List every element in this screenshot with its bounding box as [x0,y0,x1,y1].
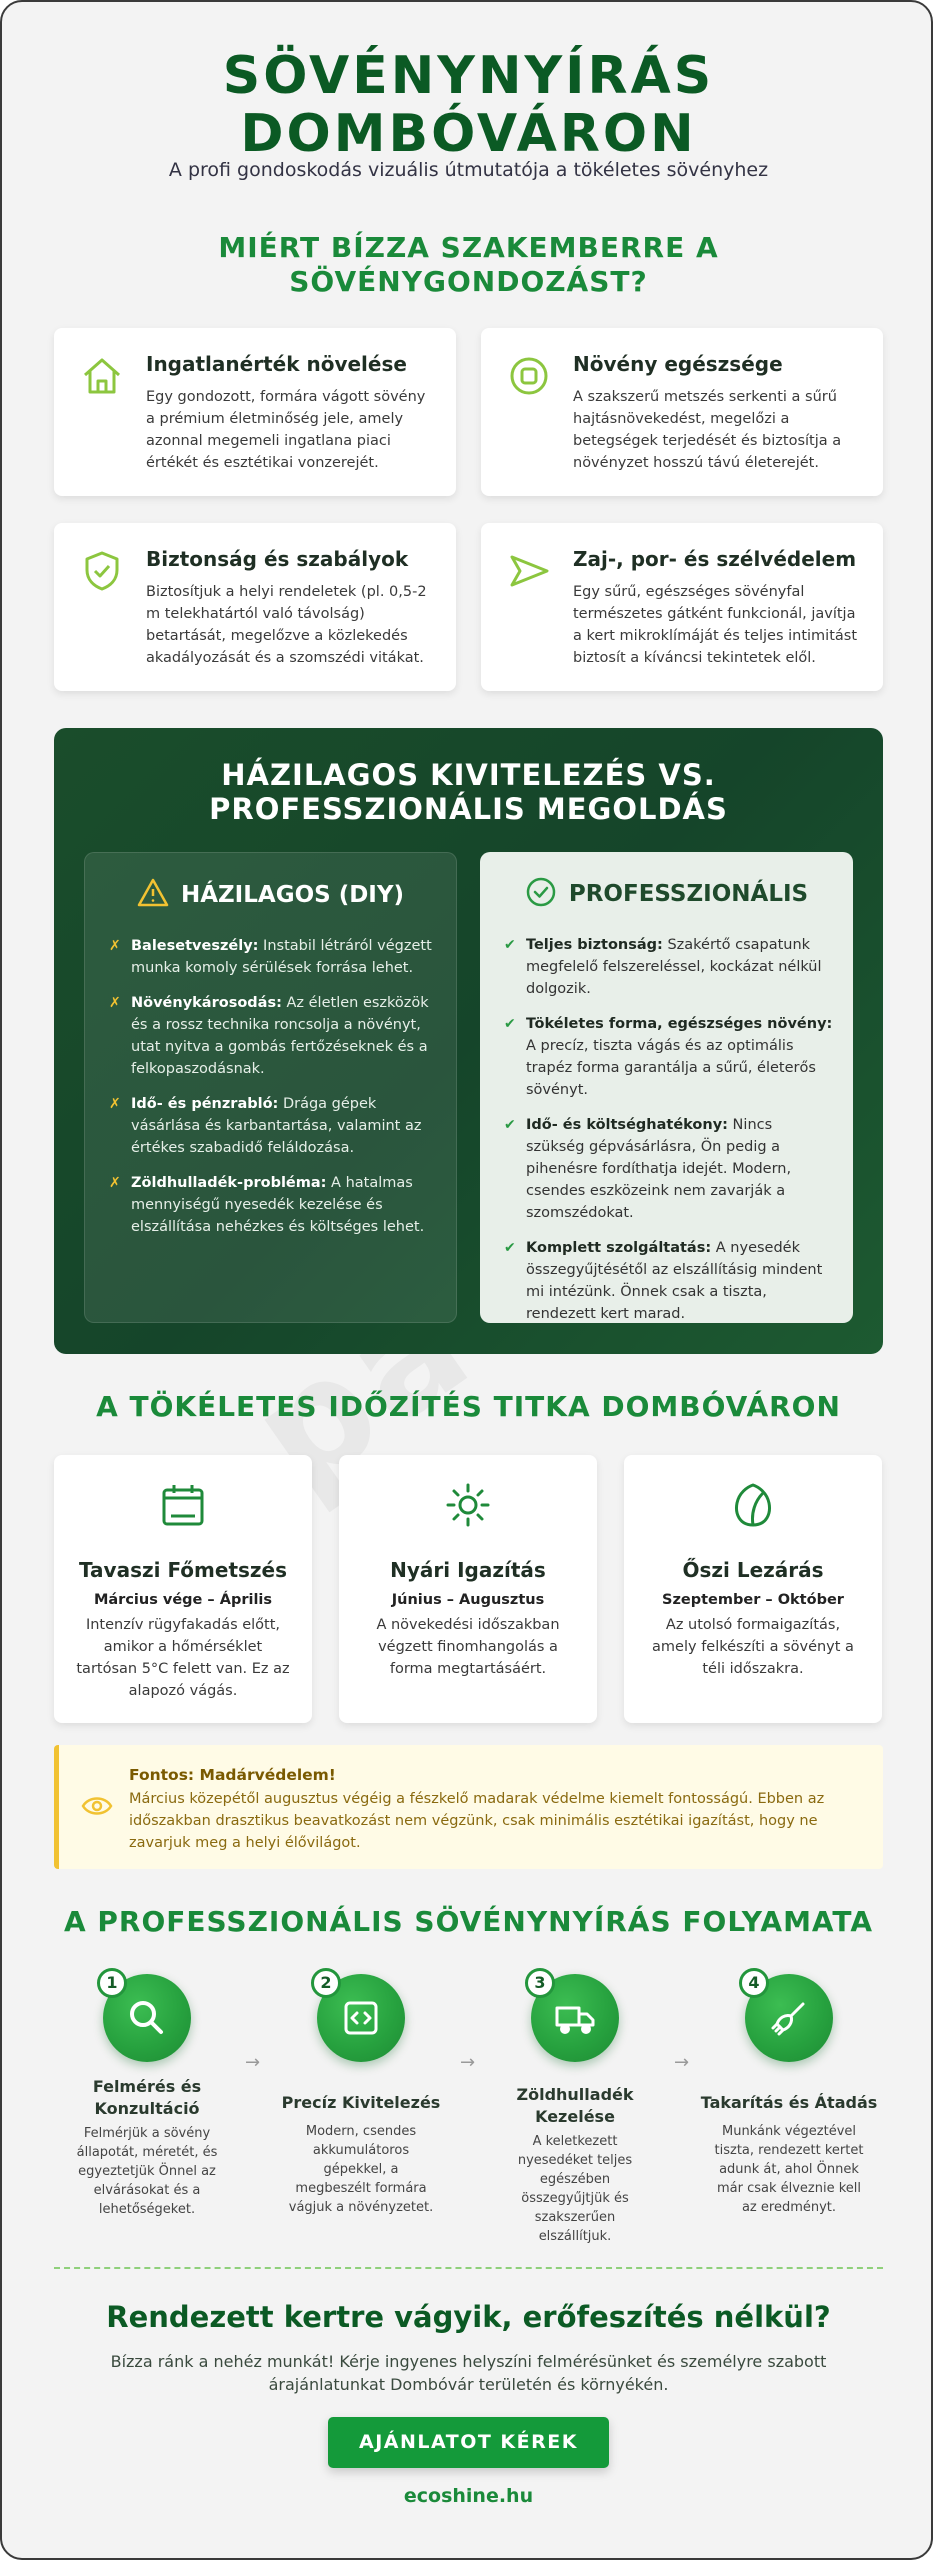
step-text: A keletkezett nyesedéket teljes egészében összegyűjtjük és szakszerűen elszállítjuk. [517,2134,633,2244]
leaf-icon [729,1481,777,1529]
step-text: Felmérjük a sövény állapotát, méretét, és egyeztetjük Önnel az elvárásokat és a lehetőségeket. [76,2126,218,2217]
calendar-icon [159,1481,207,1529]
wind-icon [507,549,551,593]
check-icon: ✔ [504,937,516,953]
truck-icon [551,1994,599,2042]
cta-text: Bízza ránk a nehéz munkát! Kérje ingyenes helyszíni felmérésünket és személyre szabott árajánlatunkat Dombóvár területén és környékén. [110,2352,827,2394]
search-icon [123,1994,171,2042]
step-text: Munkánk végeztével tiszta, rendezett kertet adunk át, ahol Önnek már csak élveznie kell az eredményt. [714,2124,864,2215]
step-number: 1 [97,1968,127,1998]
item-label: Balesetveszély: [131,938,259,954]
request-quote-button[interactable]: AJÁNLATOT KÉREK [328,2417,609,2468]
item-text: Szakértő csapatunk megfelelő felszereléssel, kockázat nélkül dolgozik. [526,937,822,997]
step-title: Takarítás és Átadás [700,2093,878,2112]
item-text: Drága gépek vásárlása és karbantartása, valamint az értékes szabadidő feláldozása. [131,1096,422,1156]
why-card-property-value [54,328,456,496]
season-text: Intenzív rügyfakadás előtt, amikor a hőmérséklet tartósan 5°C felett van. Ez az alapozó vágás. [76,1617,290,1699]
why-card-safety [54,523,456,691]
page-subtitle: A profi gondoskodás vizuális útmutatója a tökéletes sövényhez [168,159,769,181]
season-card-summer [339,1455,597,1723]
process-section-title: A PROFESSZIONÁLIS SÖVÉNYNYÍRÁS FOLYAMATA [63,1905,874,1938]
item-label: Zöldhulladék-probléma: [131,1175,327,1191]
why-card-noise-protection [481,523,883,691]
step-number: 3 [525,1968,555,1998]
season-title: Tavaszi Főmetszés [78,1558,288,1582]
cta-title: Rendezett kertre vágyik, erőfeszítés nélkül? [106,2300,831,2334]
why-card-text: A szakszerű metszés serkenti a sűrű hajtásnövekedést, megelőzi a betegségek terjedését és biztosítja a növényzet hosszú távú életerejét. [573,389,842,471]
comparison-title-line2: PROFESSZIONÁLIS MEGOLDÁS [209,792,728,826]
why-card-title: Biztonság és szabályok [146,547,409,571]
warning-icon [137,877,169,909]
timing-section-title: A TÖKÉLETES IDŐZÍTÉS TITKA DOMBÓVÁRON [96,1390,841,1423]
website-link[interactable]: ecoshine.hu [403,2485,534,2507]
why-card-title: Ingatlanérték növelése [146,352,407,376]
item-label: Teljes biztonság: [526,937,663,953]
why-title-line2: SÖVÉNYGONDOZÁST? [289,265,648,298]
comparison-title [54,758,883,826]
cross-icon: ✗ [109,995,121,1011]
season-title: Nyári Igazítás [390,1558,546,1582]
why-title-line1: MIÉRT BÍZZA SZAKEMBERRE A [218,231,719,264]
item-label: Növénykárosodás: [131,995,282,1011]
arrow-icon: → [460,2052,476,2073]
comparison-title-line1: HÁZILAGOS KIVITELEZÉS VS. [221,758,716,792]
notice-title: Fontos: Madárvédelem! [129,1766,336,1784]
check-icon: ✔ [504,1016,516,1032]
item-text: Az életlen eszközök és a rossz technika roncsolja a növényt, utat nyitva a gombás fertőzéseknek és a felkopaszodásnak. [131,995,429,1077]
item-text: A nyesedék összegyűjtésétől az elszállításig mindent mi intézünk. Önnek csak a tiszta, rendezett kert marad. [526,1240,823,1322]
item-label: Komplett szolgáltatás: [526,1240,712,1256]
list-item [504,1237,834,1325]
step-title: Precíz Kivitelezés [281,2093,441,2112]
bird-protection-notice [54,1745,883,1869]
list-item [109,992,439,1080]
why-section-title [42,231,895,299]
item-text: A precíz, tiszta vágás és az optimális trapéz forma garantálja a sűrű, életerős sövényt. [526,1038,816,1098]
page-title-line2: DOMBÓVÁRON [240,104,697,164]
season-text: Az utolsó formaigazítás, amely felkészíti a sövényt a téli időszakra. [652,1617,854,1677]
step-title: Zöldhulladék Kezelése [516,2085,634,2126]
cross-icon: ✗ [109,1096,121,1112]
step-text: Modern, csendes akkumulátoros gépekkel, a megbeszélt formára vágjuk a növényzetet. [288,2124,434,2215]
season-title: Őszi Lezárás [682,1558,824,1582]
page-title-line1: SÖVÉNYNYÍRÁS [222,46,715,106]
section-divider [54,2267,883,2269]
eye-icon [81,1792,113,1820]
house-icon [80,354,124,398]
code-icon [337,1994,385,2042]
pro-heading-label: PROFESSZIONÁLIS [568,881,809,907]
page-title [2,47,933,163]
why-card-title: Zaj-, por- és szélvédelem [573,547,857,571]
pro-heading [480,876,853,908]
list-item [504,1114,834,1224]
diy-column [84,852,457,1323]
season-date: Szeptember – Október [662,1592,844,1608]
item-label: Idő- és pénzrabló: [131,1096,279,1112]
season-card-autumn [624,1455,882,1723]
list-item [109,1093,439,1159]
why-card-text: Biztosítjuk a helyi rendeletek (pl. 0,5-2 m telekhatártól való távolság) betartását, megelőzve a közlekedés akadályozását és a szomszédi vitákat. [146,584,427,666]
list-item [504,1013,834,1101]
item-label: Idő- és költséghatékony: [526,1117,728,1133]
item-text: Instabil létráról végzett munka komoly sérülések forrása lehet. [131,938,432,976]
arrow-icon: → [245,2052,261,2073]
check-icon: ✔ [504,1117,516,1133]
cross-icon: ✗ [109,938,121,954]
broom-icon [765,1994,813,2042]
step-title: Felmérés és Konzultáció [92,2077,202,2118]
list-item [109,935,439,979]
season-card-spring [54,1455,312,1723]
check-icon: ✔ [504,1240,516,1256]
plant-health-icon [507,354,551,398]
list-item [109,1172,439,1238]
item-text: Nincs szükség gépvásárlásra, Ön pedig a pihenésre fordíthatja idejét. Modern, csendes eszközeink nem zavarják a szomszédokat. [526,1117,792,1221]
sun-icon [444,1481,492,1529]
season-date: Június – Augusztus [391,1592,545,1608]
comparison-panel [54,728,883,1354]
why-card-title: Növény egészsége [573,352,783,376]
pro-list [504,934,834,1338]
season-date: Március vége – Április [93,1592,273,1608]
item-text: A hatalmas mennyiségű nyesedék kezelése és elszállítása nehézkes és költséges lehet. [131,1175,425,1235]
notice-text: Március közepétől augusztus végéig a fészkelő madarak védelme kiemelt fontosságú. Ebben az időszakban drasztikus beavatkozást nem végzünk, csak minimális esztétikai igazítást, hogy ne zavarjuk meg a helyi élővilágot. [129,1791,825,1851]
cross-icon: ✗ [109,1175,121,1191]
step-number: 4 [739,1968,769,1998]
check-circle-icon [525,876,557,908]
season-text: A növekedési időszakban végzett finomhangolás a forma megtartásáért. [376,1617,560,1677]
arrow-icon: → [674,2052,690,2073]
diy-heading [85,877,456,909]
diy-list [109,935,439,1251]
shield-check-icon [80,549,124,593]
item-label: Tökéletes forma, egészséges növény: [526,1016,833,1032]
list-item [504,934,834,1000]
diy-heading-label: HÁZILAGOS (DIY) [180,882,405,908]
step-number: 2 [311,1968,341,1998]
pro-column [480,852,853,1323]
why-card-text: Egy sűrű, egészséges sövényfal természetes gátként funkcionál, javítja a kert mikroklímáját és teljes intimitást biztosít a kíváncsi tekintetek elől. [573,584,858,666]
why-card-plant-health [481,328,883,496]
why-card-text: Egy gondozott, formára vágott sövény a prémium életminőség jele, amely azonnal megemeli ingatlana piaci értékét és esztétikai vonzerejét. [146,389,426,471]
